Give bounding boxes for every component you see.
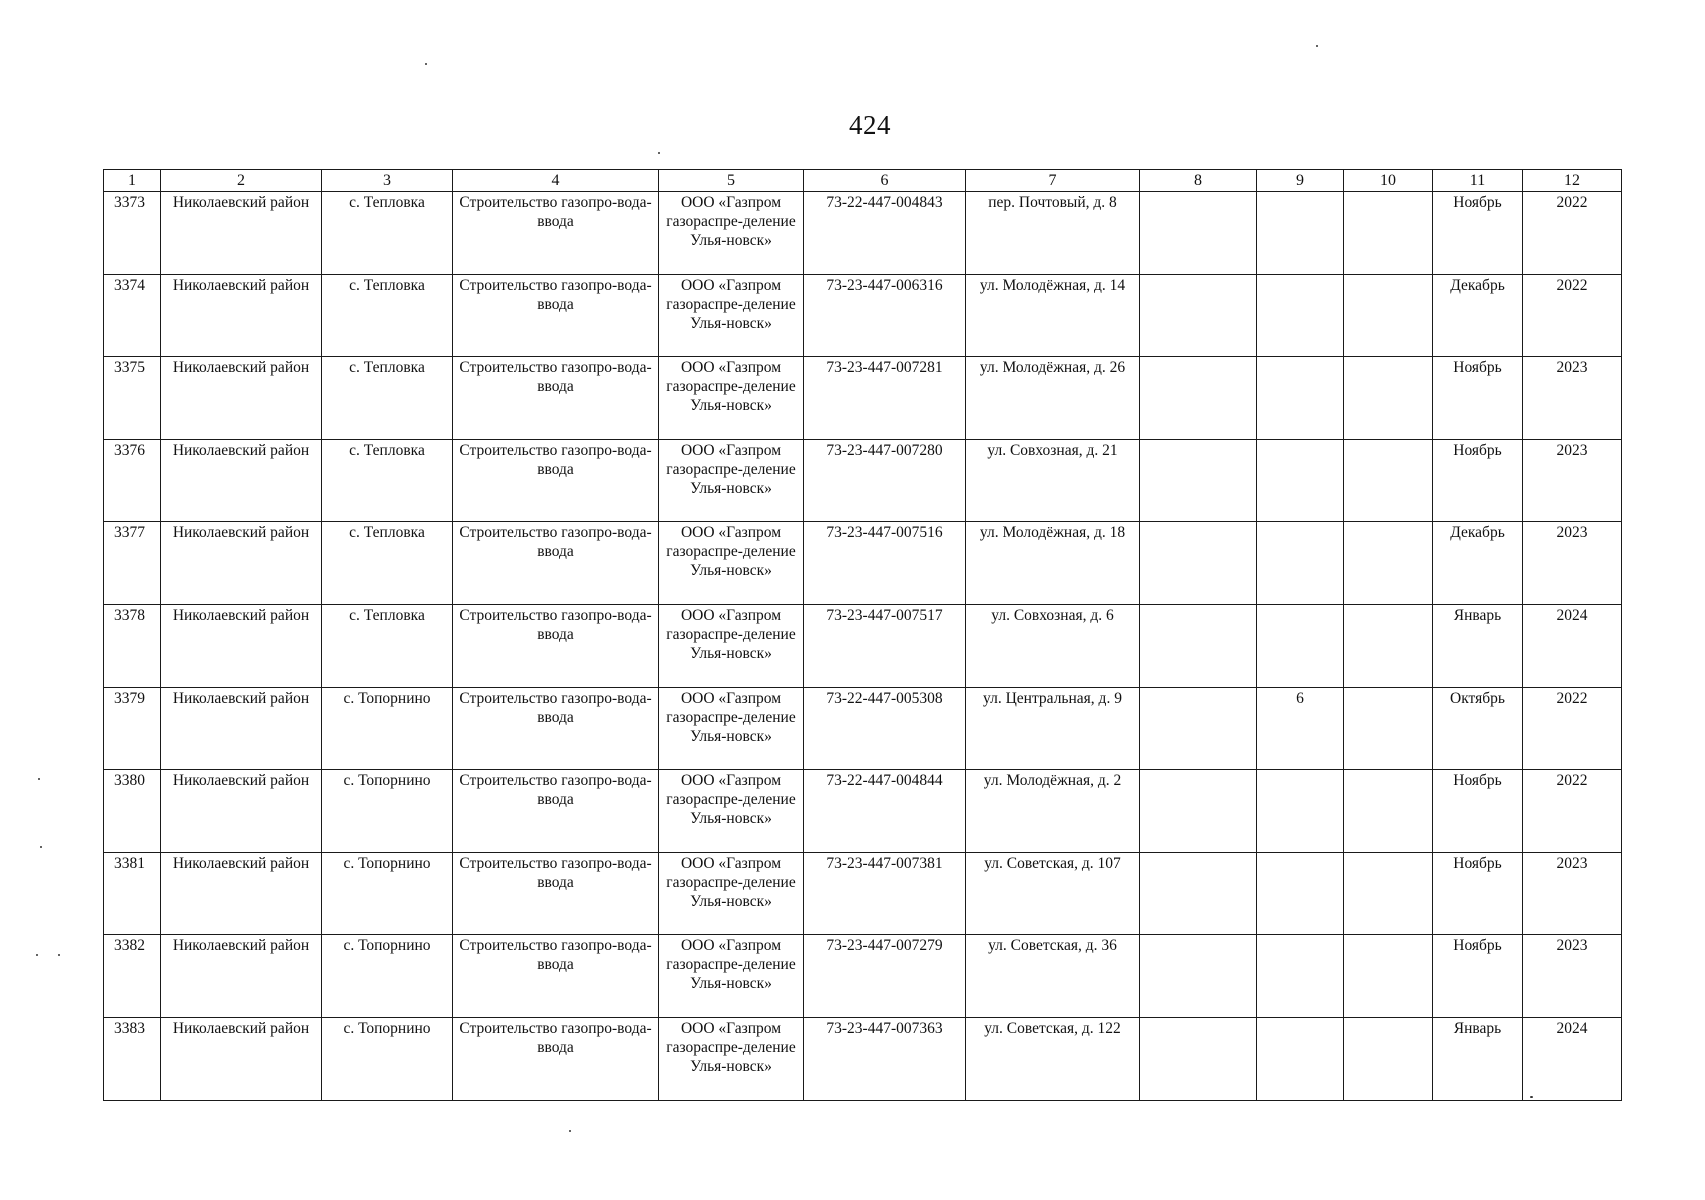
column-9-cell (1257, 357, 1344, 440)
organization-cell: ООО «Газпром газораспре-деление Улья-новск» (659, 852, 804, 935)
column-header: 4 (453, 170, 659, 192)
year-cell: 2023 (1523, 522, 1622, 605)
row-number-cell: 3380 (104, 770, 161, 853)
scan-speck (1530, 1096, 1533, 1098)
column-8-cell (1140, 522, 1257, 605)
column-9-cell (1257, 1017, 1344, 1100)
address-cell: ул. Молодёжная, д. 2 (966, 770, 1140, 853)
scan-speck (569, 1130, 571, 1132)
column-header: 7 (966, 170, 1140, 192)
district-cell: Николаевский район (161, 357, 322, 440)
village-cell: с. Топорнино (322, 935, 453, 1018)
district-cell: Николаевский район (161, 274, 322, 357)
header-row (104, 170, 1622, 192)
row-number-cell: 3377 (104, 522, 161, 605)
column-10-cell (1344, 357, 1433, 440)
column-8-cell (1140, 770, 1257, 853)
row-number-cell: 3374 (104, 274, 161, 357)
address-cell: ул. Центральная, д. 9 (966, 687, 1140, 770)
column-8-cell (1140, 357, 1257, 440)
row-number-cell: 3383 (104, 1017, 161, 1100)
address-cell: ул. Советская, д. 107 (966, 852, 1140, 935)
column-header: 6 (804, 170, 966, 192)
application-code-cell: 73-23-447-007279 (804, 935, 966, 1018)
village-cell: с. Тепловка (322, 274, 453, 357)
column-9-cell (1257, 192, 1344, 275)
column-10-cell (1344, 604, 1433, 687)
organization-cell: ООО «Газпром газораспре-деление Улья-новск» (659, 192, 804, 275)
column-8-cell (1140, 192, 1257, 275)
column-9-cell (1257, 274, 1344, 357)
month-cell: Декабрь (1433, 522, 1523, 605)
column-header: 5 (659, 170, 804, 192)
column-10-cell (1344, 1017, 1433, 1100)
address-cell: ул. Совхозная, д. 6 (966, 604, 1140, 687)
district-cell: Николаевский район (161, 935, 322, 1018)
table-row (104, 604, 1622, 687)
row-number-cell: 3379 (104, 687, 161, 770)
organization-cell: ООО «Газпром газораспре-деление Улья-новск» (659, 357, 804, 440)
work-type-cell: Строительство газопро-вода-ввода (453, 770, 659, 853)
address-cell: ул. Молодёжная, д. 26 (966, 357, 1140, 440)
district-cell: Николаевский район (161, 192, 322, 275)
month-cell: Январь (1433, 604, 1523, 687)
work-type-cell: Строительство газопро-вода-ввода (453, 687, 659, 770)
village-cell: с. Топорнино (322, 1017, 453, 1100)
year-cell: 2022 (1523, 192, 1622, 275)
column-10-cell (1344, 522, 1433, 605)
organization-cell: ООО «Газпром газораспре-деление Улья-новск» (659, 687, 804, 770)
column-10-cell (1344, 935, 1433, 1018)
scan-speck (36, 954, 38, 956)
column-8-cell (1140, 274, 1257, 357)
district-cell: Николаевский район (161, 522, 322, 605)
application-code-cell: 73-23-447-007517 (804, 604, 966, 687)
column-9-cell (1257, 522, 1344, 605)
column-8-cell (1140, 604, 1257, 687)
year-cell: 2024 (1523, 1017, 1622, 1100)
year-cell: 2023 (1523, 439, 1622, 522)
village-cell: с. Тепловка (322, 604, 453, 687)
district-cell: Николаевский район (161, 439, 322, 522)
application-code-cell: 73-22-447-005308 (804, 687, 966, 770)
row-number-cell: 3375 (104, 357, 161, 440)
column-9-cell (1257, 770, 1344, 853)
organization-cell: ООО «Газпром газораспре-деление Улья-новск» (659, 935, 804, 1018)
table-row (104, 522, 1622, 605)
column-8-cell (1140, 439, 1257, 522)
column-10-cell (1344, 192, 1433, 275)
organization-cell: ООО «Газпром газораспре-деление Улья-новск» (659, 439, 804, 522)
organization-cell: ООО «Газпром газораспре-деление Улья-новск» (659, 604, 804, 687)
scan-speck (1316, 45, 1318, 47)
organization-cell: ООО «Газпром газораспре-деление Улья-новск» (659, 1017, 804, 1100)
district-cell: Николаевский район (161, 1017, 322, 1100)
year-cell: 2023 (1523, 935, 1622, 1018)
column-header: 8 (1140, 170, 1257, 192)
village-cell: с. Тепловка (322, 439, 453, 522)
column-header: 3 (322, 170, 453, 192)
month-cell: Ноябрь (1433, 935, 1523, 1018)
month-cell: Январь (1433, 1017, 1523, 1100)
year-cell: 2022 (1523, 687, 1622, 770)
village-cell: с. Тепловка (322, 522, 453, 605)
table-row (104, 274, 1622, 357)
year-cell: 2023 (1523, 357, 1622, 440)
address-cell: пер. Почтовый, д. 8 (966, 192, 1140, 275)
column-header: 9 (1257, 170, 1344, 192)
scan-speck (425, 63, 427, 65)
work-type-cell: Строительство газопро-вода-ввода (453, 1017, 659, 1100)
column-9-cell (1257, 935, 1344, 1018)
year-cell: 2022 (1523, 770, 1622, 853)
table-row (104, 439, 1622, 522)
application-code-cell: 73-23-447-007281 (804, 357, 966, 440)
village-cell: с. Топорнино (322, 852, 453, 935)
month-cell: Ноябрь (1433, 192, 1523, 275)
district-cell: Николаевский район (161, 770, 322, 853)
page-number: 424 (849, 110, 891, 140)
application-code-cell: 73-23-447-007381 (804, 852, 966, 935)
month-cell: Октябрь (1433, 687, 1523, 770)
column-header: 1 (104, 170, 161, 192)
application-code-cell: 73-22-447-004844 (804, 770, 966, 853)
district-cell: Николаевский район (161, 852, 322, 935)
application-code-cell: 73-23-447-007516 (804, 522, 966, 605)
work-type-cell: Строительство газопро-вода-ввода (453, 604, 659, 687)
work-type-cell: Строительство газопро-вода-ввода (453, 274, 659, 357)
address-cell: ул. Советская, д. 36 (966, 935, 1140, 1018)
work-type-cell: Строительство газопро-вода-ввода (453, 439, 659, 522)
village-cell: с. Тепловка (322, 357, 453, 440)
month-cell: Декабрь (1433, 274, 1523, 357)
year-cell: 2022 (1523, 274, 1622, 357)
address-cell: ул. Молодёжная, д. 14 (966, 274, 1140, 357)
table-row (104, 1017, 1622, 1100)
column-8-cell (1140, 1017, 1257, 1100)
table-row (104, 935, 1622, 1018)
application-code-cell: 73-23-447-007280 (804, 439, 966, 522)
application-code-cell: 73-23-447-006316 (804, 274, 966, 357)
month-cell: Ноябрь (1433, 770, 1523, 853)
column-header: 10 (1344, 170, 1433, 192)
scan-speck (38, 778, 40, 780)
column-9-cell (1257, 852, 1344, 935)
month-cell: Ноябрь (1433, 439, 1523, 522)
month-cell: Ноябрь (1433, 357, 1523, 440)
month-cell: Ноябрь (1433, 852, 1523, 935)
column-10-cell (1344, 274, 1433, 357)
column-header: 11 (1433, 170, 1523, 192)
row-number-cell: 3378 (104, 604, 161, 687)
scan-speck (40, 846, 42, 848)
year-cell: 2024 (1523, 604, 1622, 687)
column-header: 2 (161, 170, 322, 192)
work-type-cell: Строительство газопро-вода-ввода (453, 357, 659, 440)
scan-speck (58, 954, 60, 956)
work-type-cell: Строительство газопро-вода-ввода (453, 935, 659, 1018)
data-table (103, 169, 1622, 1101)
application-code-cell: 73-22-447-004843 (804, 192, 966, 275)
address-cell: ул. Совхозная, д. 21 (966, 439, 1140, 522)
table-row (104, 357, 1622, 440)
table-row (104, 687, 1622, 770)
table-row (104, 770, 1622, 853)
address-cell: ул. Молодёжная, д. 18 (966, 522, 1140, 605)
column-header: 12 (1523, 170, 1622, 192)
address-cell: ул. Советская, д. 122 (966, 1017, 1140, 1100)
village-cell: с. Топорнино (322, 770, 453, 853)
organization-cell: ООО «Газпром газораспре-деление Улья-новск» (659, 522, 804, 605)
organization-cell: ООО «Газпром газораспре-деление Улья-новск» (659, 770, 804, 853)
column-8-cell (1140, 935, 1257, 1018)
village-cell: с. Тепловка (322, 192, 453, 275)
work-type-cell: Строительство газопро-вода-ввода (453, 192, 659, 275)
column-9-cell (1257, 604, 1344, 687)
district-cell: Николаевский район (161, 604, 322, 687)
row-number-cell: 3373 (104, 192, 161, 275)
column-8-cell (1140, 852, 1257, 935)
work-type-cell: Строительство газопро-вода-ввода (453, 852, 659, 935)
column-10-cell (1344, 439, 1433, 522)
village-cell: с. Топорнино (322, 687, 453, 770)
application-code-cell: 73-23-447-007363 (804, 1017, 966, 1100)
work-type-cell: Строительство газопро-вода-ввода (453, 522, 659, 605)
scan-speck (658, 152, 660, 154)
organization-cell: ООО «Газпром газораспре-деление Улья-новск» (659, 274, 804, 357)
year-cell: 2023 (1523, 852, 1622, 935)
column-9-cell: 6 (1257, 687, 1344, 770)
row-number-cell: 3382 (104, 935, 161, 1018)
row-number-cell: 3376 (104, 439, 161, 522)
column-9-cell (1257, 439, 1344, 522)
column-10-cell (1344, 770, 1433, 853)
row-number-cell: 3381 (104, 852, 161, 935)
table-row (104, 852, 1622, 935)
column-10-cell (1344, 852, 1433, 935)
table-row (104, 192, 1622, 275)
column-8-cell (1140, 687, 1257, 770)
column-10-cell (1344, 687, 1433, 770)
district-cell: Николаевский район (161, 687, 322, 770)
